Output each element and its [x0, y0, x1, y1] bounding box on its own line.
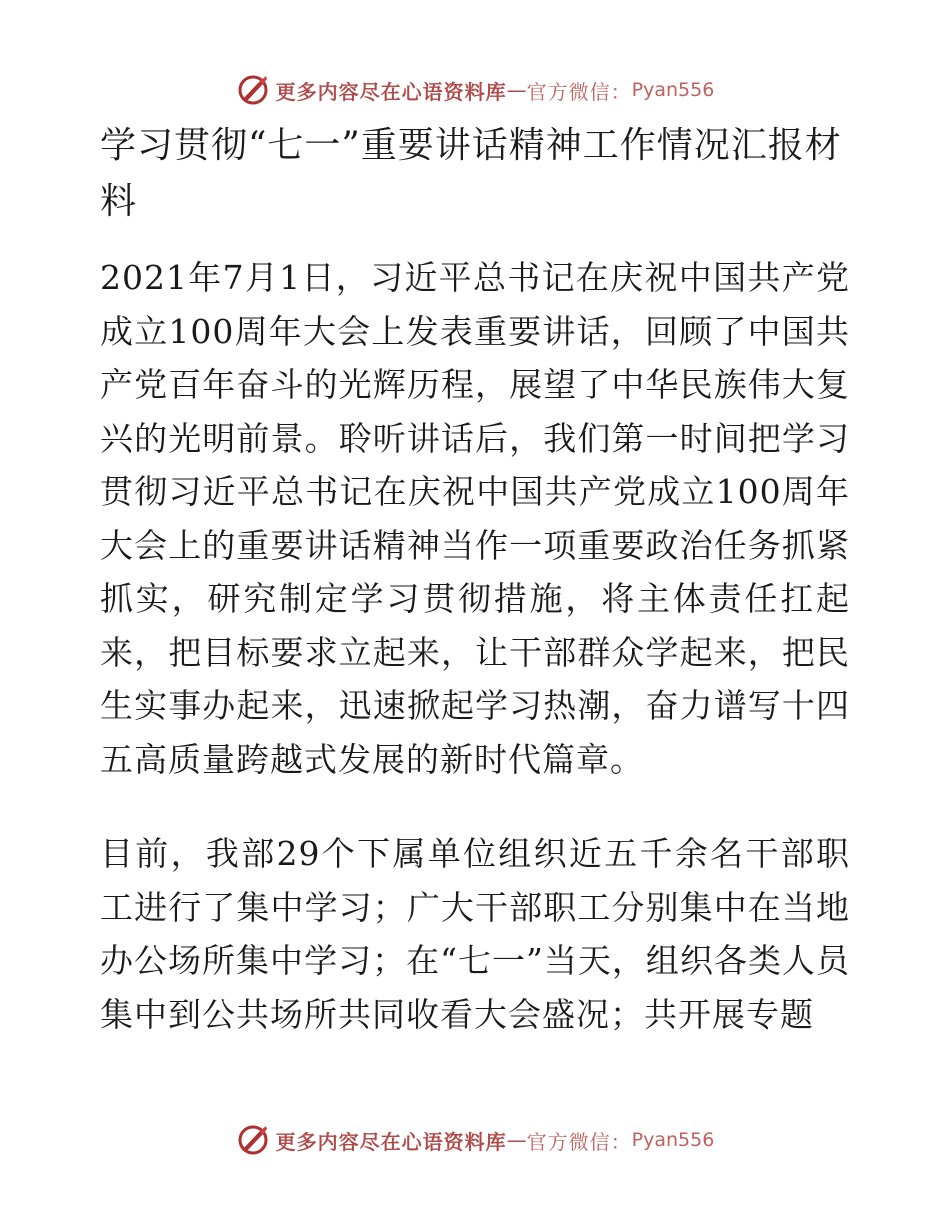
footer-watermark: [0, 1120, 950, 1160]
watermark-separator: —: [506, 78, 527, 102]
document-title: 学习贯彻“七一”重要讲话精神工作情况汇报材料: [100, 125, 842, 222]
paragraph-1: 2021年7月1日，习近平总书记在庆祝中国共产党成立100周年大会上发表重要讲话，回顾了中国共产党百年奋斗的光辉历程，展望了中华民族伟大复兴的光明前景。聆听讲话后，我们第一时间把学习贯彻习近平总书记在庆祝中国共产党成立100周年大会上的重要讲话精神当作一项重要政治任务抓紧抓实，研究制定学习贯彻措施，将主体责任扛起来，把目标要求立起来，让干部群众学起来，把民生实事办起来，迅速掀起学习热潮，奋力谱写十四五高质量跨越式发展的新时代篇章。: [100, 258, 850, 779]
quill-logo-icon: [236, 73, 270, 107]
header-watermark: [0, 70, 950, 110]
watermark-sub-text: 官方微信：: [526, 79, 632, 104]
watermark-wechat-id: Pyan556: [631, 79, 715, 101]
watermark-main-text: 更多内容尽在心语资料库: [275, 1129, 507, 1154]
watermark-sub-text: 官方微信：: [526, 1129, 632, 1154]
quill-logo-icon: [236, 1123, 270, 1157]
watermark-wechat-id: Pyan556: [631, 1129, 715, 1151]
watermark-main-text: 更多内容尽在心语资料库: [275, 79, 507, 104]
watermark-separator: —: [506, 1128, 527, 1152]
paragraph-2: 目前，我部29个下属单位组织近五千余名干部职工进行了集中学习；广大干部职工分别集中在当地办公场所集中学习；在“七一”当天，组织各类人员集中到公共场所共同收看大会盛况；共开展专题: [100, 834, 850, 1034]
